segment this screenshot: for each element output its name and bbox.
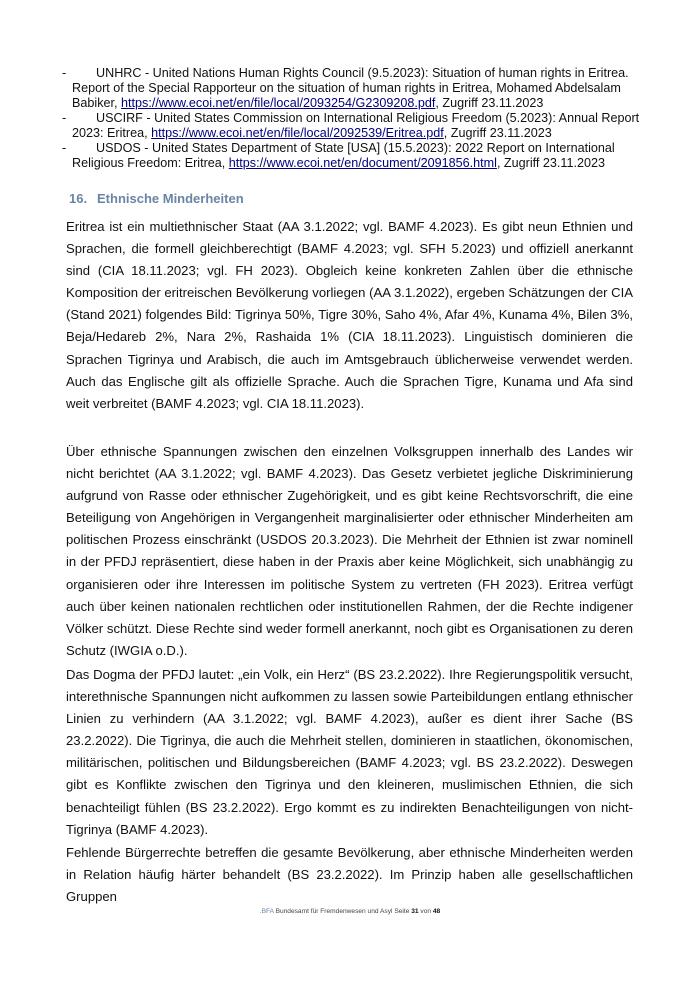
section-heading	[69, 190, 244, 208]
page-total: 48	[432, 908, 441, 915]
section-number: 16.	[69, 191, 88, 206]
page-label: Seite	[394, 908, 410, 915]
page-footer	[0, 907, 700, 917]
reference-list	[62, 66, 646, 171]
reference-access-date: , Zugriff 23.11.2023	[435, 96, 544, 110]
reference-text: UNHRC - United Nations Human Rights Council (9.5.2023): Situation of human rights in Eritrea. Report of the Special Rapporteur on the situation of human rights in Eritrea, Mohamed Abdelsalam Babiker,	[72, 66, 629, 110]
reference-access-date: , Zugriff 23.11.2023	[496, 156, 605, 170]
reference-item	[62, 141, 646, 171]
list-dash: -	[62, 66, 67, 80]
body-paragraph: Eritrea ist ein multiethnischer Staat (AA 3.1.2022; vgl. BAMF 4.2023). Es gibt neun Ethnien und Sprachen, die formell gleichberechtigt (BAMF 4.2023; vgl. SFH 5.2023) und offiziell anerkannt sind (CIA 18.11.2023; vgl. FH 2023). Obgleich keine konkreten Zahlen über die ethnische Komposition der eritreischen Bevölkerung vorliegen (AA 3.1.2022), ergeben Schätzungen der CIA (Stand 2021) folgendes Bild: Tigrinya 50%, Tigre 30%, Saho 4%, Afar 4%, Kunama 4%, Bilen 3%, Beja/Hedareb 2%, Nara 2%, Rashaida 1% (CIA 18.11.2023). Linguistisch dominieren die Sprachen Tigrinya und Arabisch, die auch im Amtsgebrauch üblicherweise verwendet werden. Auch das Englische gilt als offizielle Sprache. Auch die Sprachen Tigre, Kunama und Afa sind weit verbreitet (BAMF 4.2023; vgl. CIA 18.11.2023).	[66, 219, 633, 411]
body-paragraph: Über ethnische Spannungen zwischen den einzelnen Volksgruppen innerhalb des Landes wir nicht berichtet (AA 3.1.2022; vgl. BAMF 4.2023). Das Gesetz verbietet jegliche Diskriminierung aufgrund von Rasse oder ethnischer Zugehörigkeit, und es gibt keine Rechtsvorschrift, die eine Beteiligung von Angehörigen in Vergangenheit marginalisierter oder ethnischer Minderheiten am politischen Prozess einschränkt (USDOS 20.3.2023). Die Mehrheit der Ethnien ist zwar nominell in der PFDJ repräsentiert, diese haben in der Praxis aber keine Möglichkeit, sich unabhängig zu organisieren oder ihre Interessen im politische System zu vertreten (FH 2023). Eritrea verfügt auch über keinen nationalen rechtlichen oder institutionellen Rahmen, der die Rechte indigener Völker schützt. Diese Rechte sind weder formell anerkannt, noch gibt es Organisationen zu deren Schutz (IWGIA o.D.).	[66, 444, 633, 658]
body-paragraph: Fehlende Bürgerrechte betreffen die gesamte Bevölkerung, aber ethnische Minderheiten werden in Relation häufig härter behandelt (BS 23.2.2022). Im Prinzip haben alle gesellschaftlichen Gruppen	[66, 845, 633, 905]
reference-link[interactable]: https://www.ecoi.net/en/file/local/2093254/G2309208.pdf	[121, 96, 436, 110]
body-paragraph: Das Dogma der PFDJ lautet: „ein Volk, ein Herz“ (BS 23.2.2022). Ihre Regierungspolitik versucht, interethnische Spannungen nicht aufkommen zu lassen sowie Parteibildungen entlang ethnischer Linien zu verhindern (AA 3.1.2022; vgl. BAMF 4.2023), außer es dient ihrer Sache (BS 23.2.2022). Die Tigrinya, die auch die Mehrheit stellen, dominieren in staatlichen, ökonomischen, militärischen, politischen und Bildungsbereichen (BAMF 4.2023; vgl. BS 23.2.2022). Deswegen gibt es Konflikte zwischen den Tigrinya und den kleineren, muslimischen Ethnien, die sich benachteiligt fühlen (BS 23.2.2022). Ergo kommt es zu indirekten Benachteiligungen von nicht-Tigrinya (BAMF 4.2023).	[66, 667, 633, 837]
list-dash: -	[62, 141, 67, 155]
page-of-label: von	[420, 908, 432, 915]
page-current: 31	[411, 908, 419, 915]
reference-access-date: , Zugriff 23.11.2023	[443, 126, 552, 140]
list-dash: -	[62, 111, 67, 125]
agency-name: Bundesamt für Fremdenwesen und Asyl	[275, 908, 393, 915]
reference-text: USDOS - United States Department of State [USA] (15.5.2023): 2022 Report on International Religious Freedom: Eritrea,	[72, 141, 615, 170]
reference-text: USCIRF - United States Commission on International Religious Freedom (5.2023): Annual Report 2023: Eritrea,	[72, 111, 640, 140]
reference-link[interactable]: https://www.ecoi.net/en/document/2091856.html	[228, 156, 497, 170]
reference-link[interactable]: https://www.ecoi.net/en/file/local/2092539/Eritrea.pdf	[151, 126, 444, 140]
reference-item	[62, 66, 646, 111]
brand-logo-text: .BFA	[259, 908, 274, 915]
reference-item	[62, 111, 646, 141]
section-title: Ethnische Minderheiten	[97, 191, 244, 206]
